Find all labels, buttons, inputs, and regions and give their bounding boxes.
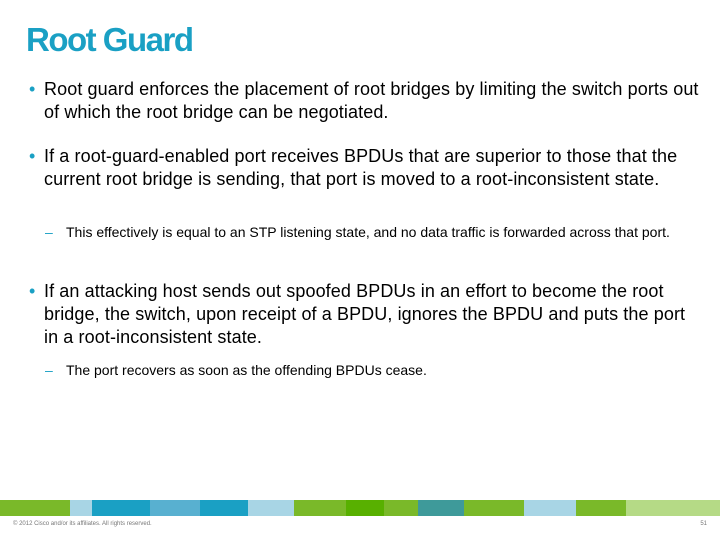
footer-bar-segment bbox=[294, 500, 346, 516]
sub-bullet-1-text: This effectively is equal to an STP listening state, and no data traffic is forwarded across that port. bbox=[66, 224, 670, 240]
footer-bar-segment bbox=[626, 500, 720, 516]
footer-bar-segment bbox=[464, 500, 524, 516]
footer-bar-segment bbox=[150, 500, 200, 516]
footer-color-bar bbox=[0, 500, 720, 516]
footer-bar-segment bbox=[70, 500, 92, 516]
footer-bar-segment bbox=[418, 500, 464, 516]
footer-bar-segment bbox=[346, 500, 384, 516]
bullet-marker: • bbox=[29, 281, 36, 301]
bullet-1 bbox=[29, 78, 701, 124]
bullet-marker: • bbox=[29, 79, 36, 99]
footer-bar-segment bbox=[576, 500, 626, 516]
bullet-1-text: Root guard enforces the placement of root bridges by limiting the switch ports out of which the root bridge can be negotiated. bbox=[44, 79, 699, 122]
footer-bar-segment bbox=[248, 500, 294, 516]
sub-bullet-marker: – bbox=[45, 224, 53, 240]
bullet-3-text: If an attacking host sends out spoofed BPDUs in an effort to become the root bridge, the switch, upon receipt of a BPDU, ignores the BPDU and puts the port in a root-inconsistent state. bbox=[44, 281, 686, 347]
sub-bullet-2 bbox=[45, 360, 685, 380]
page-number: 51 bbox=[700, 521, 707, 527]
footer-bar-segment bbox=[200, 500, 248, 516]
bullet-2-text: If a root-guard-enabled port receives BPDUs that are superior to those that the current root bridge is sending, that port is moved to a root-inconsistent state. bbox=[44, 146, 678, 189]
sub-bullet-1 bbox=[45, 222, 685, 242]
slide-title: Root Guard bbox=[26, 21, 193, 58]
footer-bar-segment bbox=[0, 500, 70, 516]
bullet-2 bbox=[29, 145, 701, 191]
bullet-marker: • bbox=[29, 146, 36, 166]
footer-bar-segment bbox=[524, 500, 576, 516]
sub-bullet-2-text: The port recovers as soon as the offending BPDUs cease. bbox=[66, 362, 427, 378]
bullet-3 bbox=[29, 280, 701, 349]
footer-bar-segment bbox=[92, 500, 150, 516]
footer-bar-segment bbox=[384, 500, 418, 516]
sub-bullet-marker: – bbox=[45, 362, 53, 378]
copyright-text: © 2012 Cisco and/or its affiliates. All rights reserved. bbox=[13, 521, 152, 527]
